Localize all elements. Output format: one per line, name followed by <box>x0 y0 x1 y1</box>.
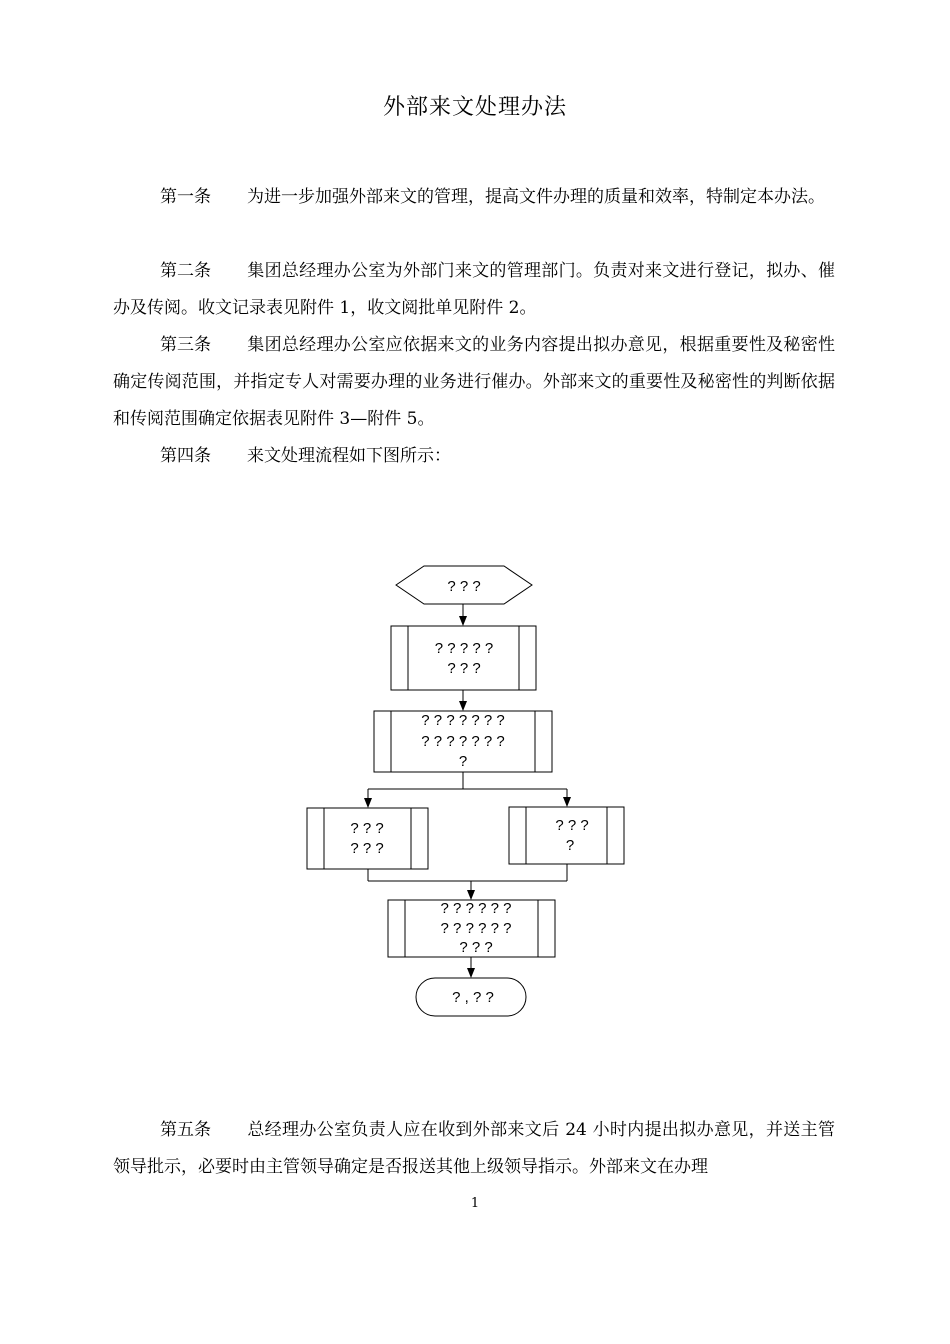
article-label: 第五条 <box>160 1120 211 1140</box>
flow-step1-label: ? ? ? <box>447 660 481 677</box>
flow-end-label: ? , ? ? <box>452 989 494 1006</box>
article-text: 集团总经理办公室应依据来文的业务内容提出拟办意见，根据重要性及秘密性确定传阅范围，并指定专人对需要办理的业务进行催办。外部来文的重要性及秘密性的判断依据和传阅范围确定依据表见附件 3—附件 5。 <box>113 335 835 429</box>
flow-start-label: ? ? ? <box>447 578 481 595</box>
flow-step3-label: ? ? ? ? ? ? <box>440 920 512 937</box>
article-label: 第三条 <box>160 335 211 355</box>
flow-step3-label: ? ? ? <box>459 939 493 956</box>
article-text: 总经理办公室负责人应在收到外部来文后 24 小时内提出拟办意见，并送主管领导批示，必要时由主管领导确定是否报送其他上级领导指示。外部来文在办理 <box>113 1120 835 1177</box>
article-text: 为进一步加强外部来文的管理，提高文件办理的质量和效率，特制定本办法。 <box>247 187 825 207</box>
flow-branch-left-label: ? ? ? <box>350 840 384 857</box>
article-label: 第一条 <box>160 187 211 207</box>
article-text: 集团总经理办公室为外部门来文的管理部门。负责对来文进行登记，拟办、催办及传阅。收文记录表见附件 1，收文阅批单见附件 2。 <box>113 261 835 318</box>
flow-step1-shape <box>391 626 536 690</box>
flow-step2-label: ? ? ? ? ? ? ? <box>421 733 505 750</box>
flow-step3-label: ? ? ? ? ? ? <box>440 900 512 917</box>
article-label: 第四条 <box>160 446 211 466</box>
flow-step2-label: ? <box>458 753 468 770</box>
flow-branch-left-shape <box>307 808 428 869</box>
flow-step1-label: ? ? ? ? ? <box>434 640 494 657</box>
article-5 <box>113 1112 835 1186</box>
flow-branch-right-label: ? <box>565 837 575 854</box>
page-number: 1 <box>470 1196 480 1211</box>
document-title: 外部来文处理办法 <box>382 95 567 120</box>
flow-step2-label: ? ? ? ? ? ? ? <box>421 712 505 729</box>
article-label: 第二条 <box>160 261 211 281</box>
article-text: 来文处理流程如下图所示： <box>247 446 451 466</box>
flow-branch-right-label: ? ? ? <box>555 817 589 834</box>
flow-branch-left-label: ? ? ? <box>350 820 384 837</box>
